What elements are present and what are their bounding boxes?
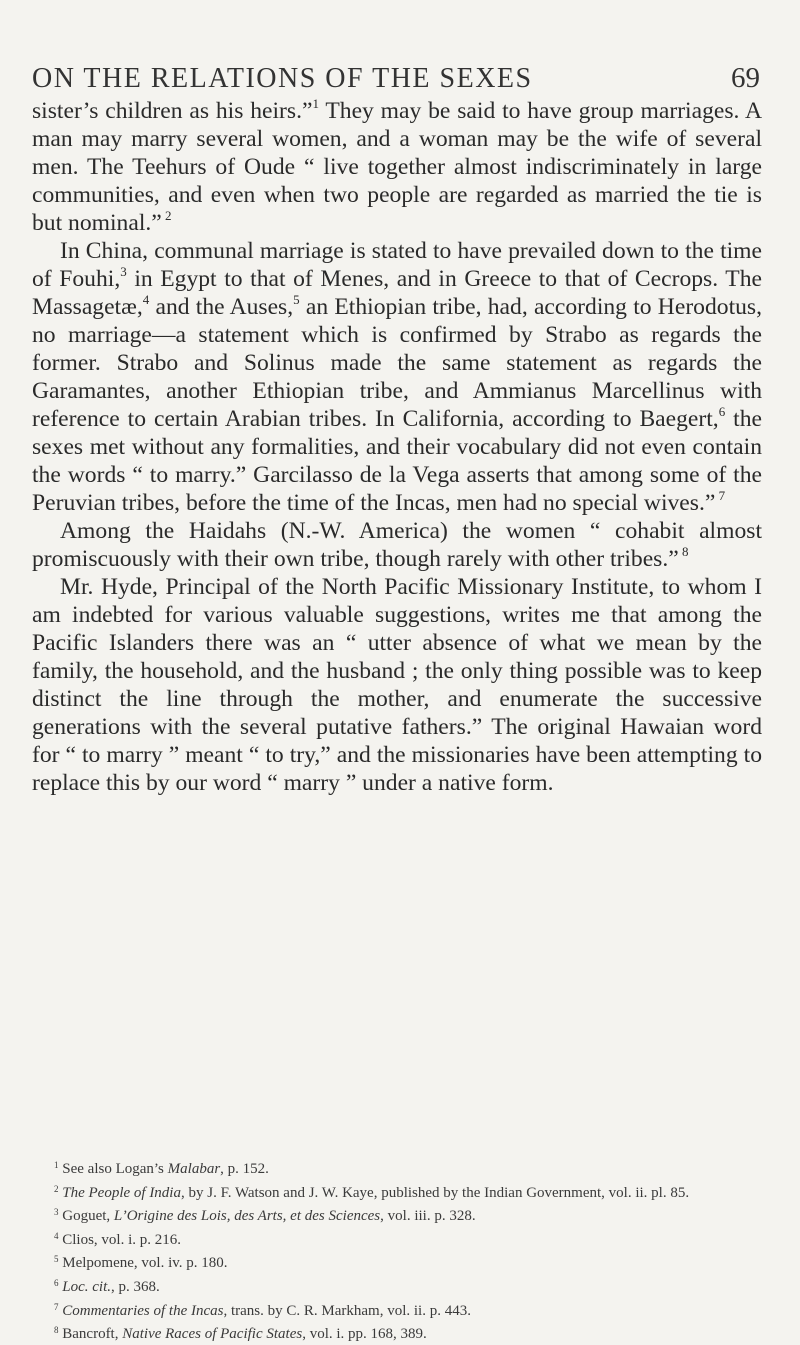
text-run: sister’s children as his heirs.” [32,98,313,124]
text-run: the sexes met without any formalities, and their vocabulary did not even contain the words “ to marry.” Garcilasso de la Vega asserts that among some of the Peruvian tribes, before the time of the Incas, men had no special wives.” [32,406,762,516]
footnote-reference: 2 [161,208,172,223]
footnote-reference: 3 [120,264,127,279]
text-run: See also Logan’s [62,1161,168,1177]
body-text [32,97,762,797]
footnote-number: 7 [54,1301,59,1312]
footnote [32,1274,762,1298]
text-run: , vol. iii. p. 328. [380,1208,476,1225]
italic-title: L’Origine des Lois, des Arts, et des Sciences [113,1208,381,1225]
footnote [32,1180,762,1204]
footnote-number: 4 [54,1230,59,1241]
footnote [32,1203,762,1227]
italic-title: Commentaries of the Incas [62,1302,224,1319]
footnote-number: 3 [54,1207,59,1218]
running-head-title: ON THE RELATIONS OF THE SEXES [32,63,533,94]
text-run: , trans. by C. R. Markham, vol. ii. p. 443. [223,1302,471,1319]
footnote-reference: 4 [142,292,150,307]
text-run: , p. 368. [111,1278,160,1295]
footnote [32,1298,762,1322]
text-run: Mr. Hyde, Principal of the North Pacific Missionary Institute, to whom I am indebted for various valuable suggestions, writes me that among the Pacific Islanders there was an “ utter absence of what we mean by the family, the household, and the husband ; the only thing possible was to keep distinct the line through the mother, and enumerate the successive generations with the several putative fathers.” The original Hawaian word for “ to marry ” meant “ to try,” and the missionaries have been attempting to replace this by our word “ marry ” under a native form. [32,574,762,796]
footnote-reference: 8 [678,544,689,559]
footnote-number: 1 [54,1160,59,1170]
page-number: 69 [731,62,760,94]
italic-title: Native Races of Pacific States [122,1326,303,1343]
footnote [32,1250,762,1274]
text-run: , vol. i. pp. 168, 389. [302,1326,427,1343]
footnote-reference: 5 [293,292,300,307]
text-run: and the Auses, [149,294,294,320]
text-run: Clios, vol. i. p. 216. [62,1231,182,1248]
text-run: Goguet, [62,1208,114,1225]
italic-title: Loc. cit. [62,1278,111,1295]
text-run: , p. 152. [220,1161,269,1177]
paragraph [32,517,762,573]
paragraph [32,573,762,797]
text-run: in Egypt to that of Menes, and in Greece to that of Cecrops. The Massagetæ, [32,266,762,320]
running-head [32,62,760,95]
footnote-reference: 7 [715,488,726,503]
footnote-reference: 1 [312,96,319,111]
footnotes [32,1156,762,1345]
italic-title: The People of India [62,1184,181,1201]
text-run: They may be said to have group marriages. A man may marry several women, and a woman may be the wife of several men. The Teehurs of Oude “ live together almost indiscriminately in large communities, and even when two people are regarded as married the tie is but nominal.” [32,98,762,236]
text-run: Bancroft, [62,1326,123,1343]
text-run: an Ethiopian tribe, had, according to Herodotus, no marriage—a statement which is confirmed by Strabo as regards the former. Strabo and Solinus made the same statement as regards the Garamantes, another Ethiopian tribe, and Ammianus Marcellinus with reference to certain Arabian tribes. In California, according to Baegert, [32,294,762,432]
text-run: Among the Haidahs (N.-W. America) the women “ cohabit almost promiscuously with their own tribe, though rarely with other tribes.” [32,518,762,572]
italic-title: Malabar [167,1161,221,1177]
paragraph [32,237,762,517]
footnote [32,1321,762,1345]
paragraph [32,97,762,237]
text-run: In China, communal marriage is stated to have prevailed down to the time of Fouhi, [32,238,762,292]
footnote-reference: 6 [718,404,726,419]
footnote-number: 8 [54,1325,59,1336]
text-run: Melpomene, vol. iv. p. 180. [62,1255,228,1272]
footnote-number: 5 [54,1254,59,1265]
footnote [32,1156,762,1180]
footnote [32,1227,762,1251]
text-run: , by J. F. Watson and J. W. Kaye, published by the Indian Government, vol. ii. pl. 85. [180,1184,690,1201]
footnote-number: 2 [54,1183,59,1194]
footnote-number: 6 [54,1277,59,1288]
